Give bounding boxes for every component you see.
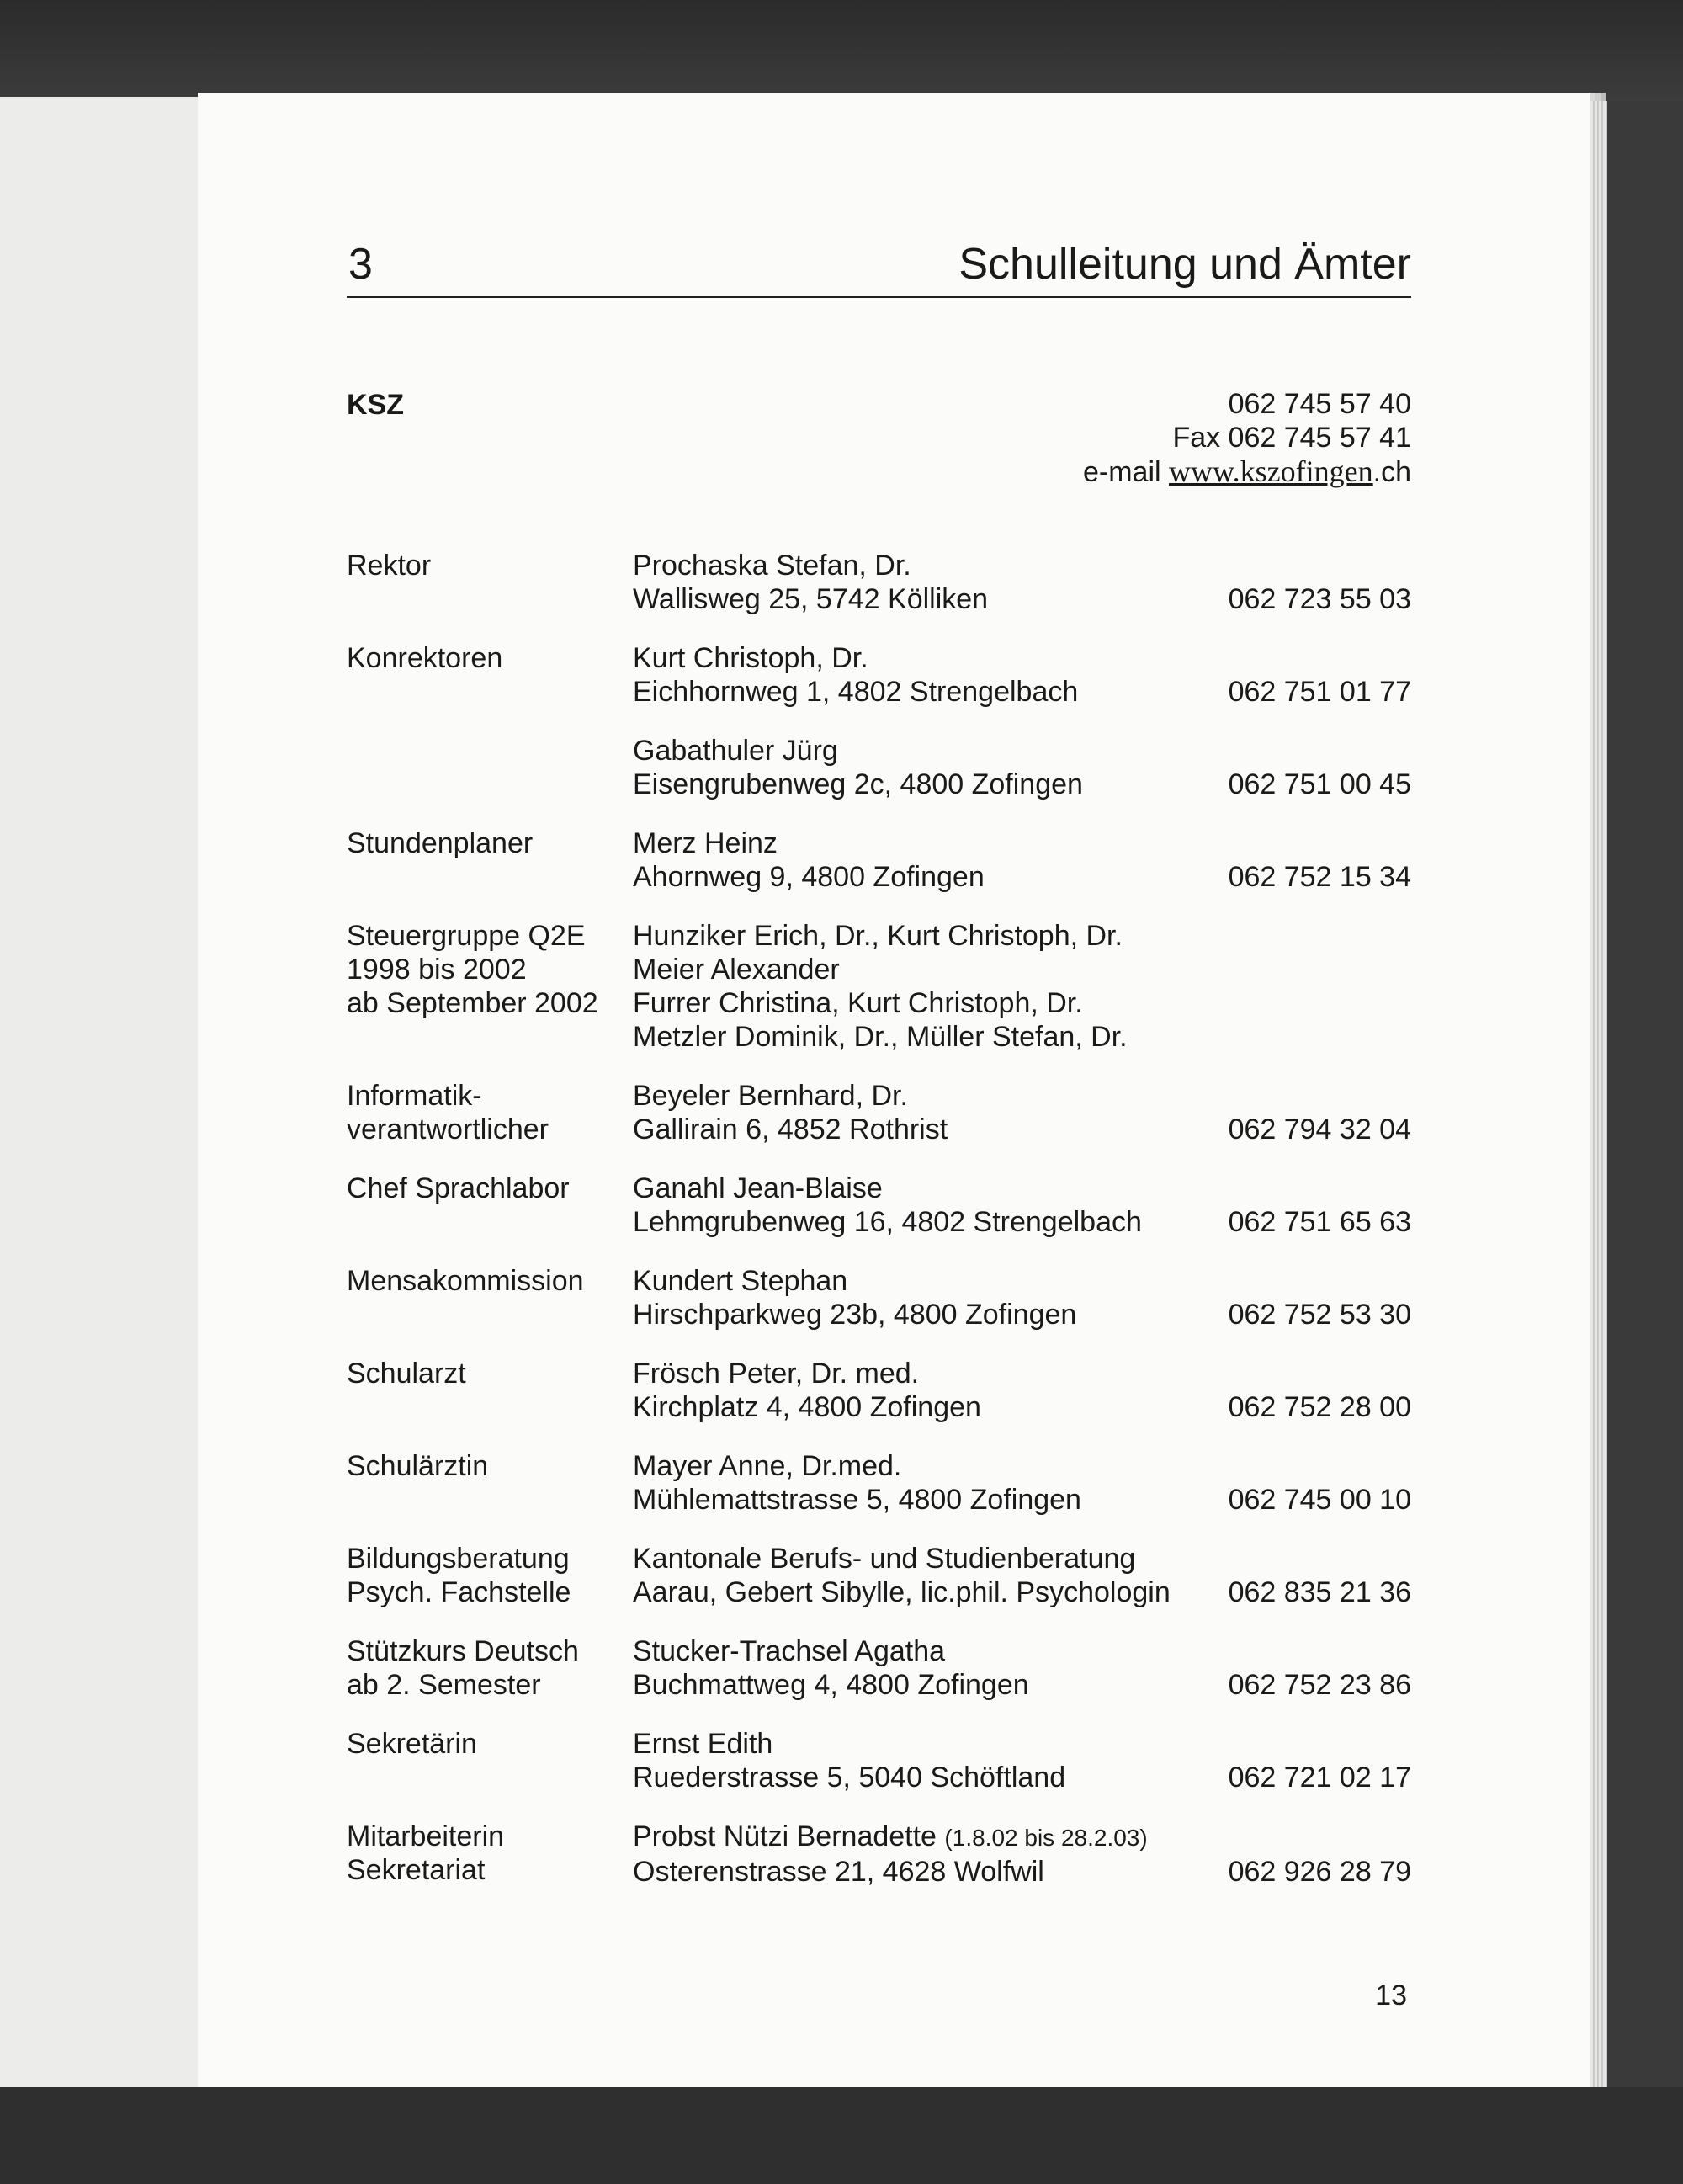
- detail-line: [633, 1020, 1411, 1054]
- detail-line: [633, 1820, 1411, 1855]
- scan-background-top: [0, 0, 1683, 101]
- entry-phone: 062 752 28 00: [1228, 1391, 1411, 1423]
- detail-text: Ahornweg 9, 4800 Zofingen: [633, 861, 985, 893]
- entry-phone: 062 752 23 86: [1228, 1669, 1411, 1701]
- role-line: Sekretärin: [347, 1728, 477, 1760]
- entry-phone: 062 745 00 10: [1228, 1484, 1411, 1516]
- detail-text: Mayer Anne, Dr.med.: [633, 1450, 902, 1482]
- previous-page-edge: [0, 97, 204, 2100]
- entry-role: [347, 549, 633, 616]
- detail-line: [633, 734, 1411, 768]
- detail-line: [633, 1264, 1411, 1298]
- entry-role: [347, 1264, 633, 1331]
- directory-entry: [347, 1449, 1411, 1517]
- school-label: KSZ: [347, 389, 404, 421]
- school-website-link[interactable]: www.kszofingen: [1169, 454, 1373, 488]
- directory-entry: [347, 1264, 1411, 1331]
- detail-line: [633, 641, 1411, 675]
- entry-phone: 062 751 00 45: [1228, 768, 1411, 800]
- detail-line: [633, 1634, 1411, 1668]
- role-line: Konrektoren: [347, 642, 503, 674]
- page-number: 13: [1375, 1979, 1407, 2011]
- role-line: Rektor: [347, 550, 432, 582]
- directory-entry: [347, 549, 1411, 616]
- date-range-note: (1.8.02 bis 28.2.03): [944, 1825, 1148, 1851]
- school-fax: Fax 062 745 57 41: [1172, 422, 1411, 454]
- directory-entry: [347, 1172, 1411, 1239]
- entry-role: [347, 1357, 633, 1424]
- detail-text: Stucker-Trachsel Agatha: [633, 1635, 946, 1667]
- detail-text: Hunziker Erich, Dr., Kurt Christoph, Dr.: [633, 920, 1123, 952]
- email-prefix: e-mail: [1082, 456, 1170, 488]
- directory-entry: [347, 1357, 1411, 1424]
- detail-line: [633, 1357, 1411, 1390]
- detail-text: Aarau, Gebert Sibylle, lic.phil. Psychologin: [633, 1576, 1171, 1608]
- chapter-header: [347, 236, 1411, 298]
- role-line: Steuergruppe Q2E: [347, 920, 586, 952]
- detail-text: Kurt Christoph, Dr.: [633, 642, 868, 674]
- detail-text: Osterenstrasse 21, 4628 Wolfwil: [633, 1856, 1044, 1888]
- detail-line: [633, 953, 1411, 986]
- role-line: verantwortlicher: [347, 1113, 549, 1145]
- directory-entry: [347, 1727, 1411, 1794]
- role-line: 1998 bis 2002: [347, 954, 527, 986]
- detail-text: Furrer Christina, Kurt Christoph, Dr.: [633, 987, 1083, 1019]
- detail-text: Mühlemattstrasse 5, 4800 Zofingen: [633, 1484, 1081, 1516]
- detail-line: [633, 1172, 1411, 1205]
- detail-text: Ernst Edith: [633, 1728, 773, 1760]
- directory-entry: [347, 1820, 1411, 1889]
- detail-text: Probst Nützi Bernadette: [633, 1820, 937, 1852]
- entry-role: [347, 919, 633, 1054]
- detail-line: [633, 1079, 1411, 1113]
- entry-phone: 062 723 55 03: [1228, 583, 1411, 615]
- detail-line: [633, 549, 1411, 582]
- role-line: Psych. Fachstelle: [347, 1576, 571, 1608]
- role-line: Schularzt: [347, 1358, 466, 1390]
- detail-text: Eichhornweg 1, 4802 Strengelbach: [633, 676, 1079, 708]
- detail-text: Merz Heinz: [633, 827, 778, 859]
- entry-role: [347, 1542, 633, 1609]
- entry-role: [347, 734, 633, 801]
- website-suffix: .ch: [1372, 456, 1411, 488]
- detail-text: Beyeler Bernhard, Dr.: [633, 1080, 908, 1112]
- entry-role: [347, 1172, 633, 1239]
- directory-entry: [347, 826, 1411, 894]
- entry-role: [347, 1449, 633, 1517]
- page-stack-edge: [1590, 101, 1607, 2087]
- entry-role: [347, 1727, 633, 1794]
- detail-line: [633, 826, 1411, 860]
- detail-text: Kirchplatz 4, 4800 Zofingen: [633, 1391, 981, 1423]
- role-line: ab 2. Semester: [347, 1669, 541, 1701]
- role-line: Informatik-: [347, 1080, 482, 1112]
- school-contact: [1083, 387, 1411, 489]
- role-line: [347, 734, 633, 768]
- role-line: Chef Sprachlabor: [347, 1172, 570, 1204]
- detail-line: [633, 919, 1411, 953]
- detail-line: [633, 1542, 1411, 1576]
- detail-line: [633, 1727, 1411, 1761]
- entry-role: [347, 826, 633, 894]
- entry-phone: 062 751 01 77: [1228, 676, 1411, 708]
- directory-entry: [347, 1542, 1411, 1609]
- detail-text: Prochaska Stefan, Dr.: [633, 550, 911, 582]
- entry-phone: 062 751 65 63: [1228, 1206, 1411, 1238]
- entry-phone: 062 835 21 36: [1228, 1576, 1411, 1608]
- entry-role: [347, 1079, 633, 1146]
- entry-phone: 062 721 02 17: [1228, 1762, 1411, 1793]
- entry-details: [633, 919, 1411, 1054]
- detail-line: [633, 986, 1411, 1020]
- detail-text: Hirschparkweg 23b, 4800 Zofingen: [633, 1299, 1077, 1331]
- entry-phone: 062 752 15 34: [1228, 861, 1411, 893]
- detail-text: Ruederstrasse 5, 5040 Schöftland: [633, 1762, 1066, 1793]
- chapter-number: 3: [348, 240, 373, 289]
- detail-text: Metzler Dominik, Dr., Müller Stefan, Dr.: [633, 1021, 1128, 1053]
- role-line: Schulärztin: [347, 1450, 489, 1482]
- entry-phone: 062 926 28 79: [1228, 1856, 1411, 1888]
- role-line: Bildungsberatung: [347, 1543, 570, 1575]
- scan-background-bottom: [0, 2087, 1683, 2184]
- detail-text: Wallisweg 25, 5742 Kölliken: [633, 583, 989, 615]
- role-line: Mensakommission: [347, 1265, 584, 1297]
- detail-text: Gallirain 6, 4852 Rothrist: [633, 1113, 948, 1145]
- directory-entry: [347, 1079, 1411, 1146]
- directory-entry: [347, 1634, 1411, 1702]
- detail-text: Kundert Stephan: [633, 1265, 848, 1297]
- entry-phone: 062 752 53 30: [1228, 1299, 1411, 1331]
- school-email: [1083, 454, 1411, 489]
- school-phone: 062 745 57 40: [1228, 388, 1411, 420]
- entry-role: [347, 1634, 633, 1702]
- role-line: Mitarbeiterin: [347, 1820, 505, 1852]
- role-line: Stützkurs Deutsch: [347, 1635, 579, 1667]
- role-line: ab September 2002: [347, 987, 598, 1019]
- directory-entry: [347, 641, 1411, 709]
- detail-text: Eisengrubenweg 2c, 4800 Zofingen: [633, 768, 1083, 800]
- role-line: Stundenplaner: [347, 827, 534, 859]
- detail-text: Lehmgrubenweg 16, 4802 Strengelbach: [633, 1206, 1142, 1238]
- role-line: Sekretariat: [347, 1854, 486, 1886]
- officials-list: [347, 523, 1411, 1889]
- entry-role: [347, 641, 633, 709]
- detail-text: Gabathuler Jürg: [633, 735, 838, 767]
- entry-role: [347, 1820, 633, 1889]
- chapter-title: Schulleitung und Ämter: [958, 240, 1411, 289]
- detail-line: [633, 1449, 1411, 1483]
- detail-text: Ganahl Jean-Blaise: [633, 1172, 883, 1204]
- directory-entry: [347, 734, 1411, 801]
- detail-text: Frösch Peter, Dr. med.: [633, 1358, 920, 1390]
- detail-text: Kantonale Berufs- und Studienberatung: [633, 1543, 1136, 1575]
- entry-phone: 062 794 32 04: [1228, 1113, 1411, 1145]
- directory-entry: [347, 919, 1411, 1054]
- detail-text: Buchmattweg 4, 4800 Zofingen: [633, 1669, 1029, 1701]
- detail-text: Meier Alexander: [633, 954, 840, 986]
